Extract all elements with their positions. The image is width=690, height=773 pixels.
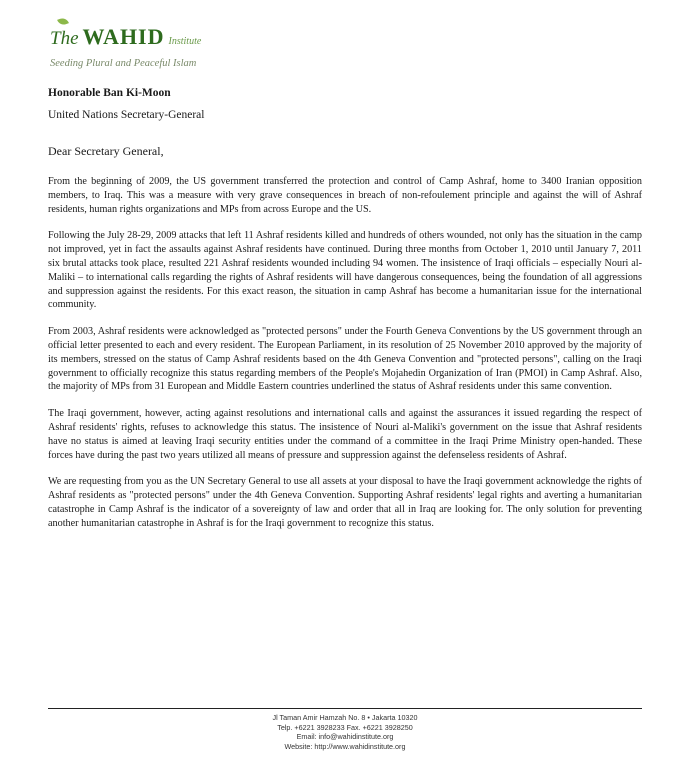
letter-body: [48, 175, 642, 531]
footer-email: Email: info@wahidinstitute.org: [296, 732, 394, 742]
salutation: Dear Secretary General,: [48, 144, 164, 158]
logo-institute: Institute: [168, 36, 202, 47]
institute-logo: [50, 26, 201, 48]
leaf-logo-icon: [57, 17, 69, 27]
footer-divider: [48, 708, 642, 709]
logo-name: WAHID: [82, 24, 165, 49]
letterhead: [48, 18, 642, 74]
letter-footer: [48, 713, 642, 751]
body-paragraph: We are requesting from you as the UN Secretary General to use all assets at your disposal to have the Iraqi government acknowledge the rights of Ashraf residents as "protected persons" under the 4th Geneva Convention. Supporting Ashraf residents' legal rights and averting a humanitarian catastrophe in Camp Ashraf is the indicator of a sovereignty of law and order that all in Iraq are looking for. The only solution for preventing another humanitarian catastrophe in Ashraf is for the Iraqi government to recognize this status.: [48, 476, 642, 529]
body-paragraph: Following the July 28-29, 2009 attacks that left 11 Ashraf residents killed and hundreds of others wounded, not only has the situation in the camp not improved, yet in fact the assaults against Ashraf residents have continued. During three months from October 1, 2010 until January 7, 2011 six brutal attacks took place, resulted 221 Ashraf residents wounded including 94 women. The insistence of Iraqi officials – especially Nouri al-Maliki – to international calls regarding the rights of Ashraf residents will have dangerous consequences, being the foundation of all aggressions and suppression against the residents. For this exact reason, the situation in camp Ashraf has become a humanitarian issue for the international community.: [48, 230, 642, 311]
institute-tagline: Seeding Plural and Peaceful Islam: [50, 58, 197, 69]
addressee-title: United Nations Secretary-General: [48, 109, 205, 121]
footer-address: Jl Taman Amir Hamzah No. 8 • Jakarta 10320: [272, 713, 418, 722]
body-paragraph: From 2003, Ashraf residents were acknowledged as "protected persons" under the Fourth Geneva Conventions by the US government through an official letter presented to each and every resident. The European Parliament, in its resolution of 25 November 2010 approved by the majority of its members, stressed on the status of Camp Ashraf residents based on the 4th Geneva Convention and "protected persons", calling on the Iraqi government to officially recognize this status regarding members of the People's Mojahedin Organization of Iran (PMOI) in Camp Ashraf. Also, the majority of MPs from 31 European and Middle Eastern countries underlined the status of Ashraf residents under this same convention.: [48, 326, 642, 393]
body-paragraph: From the beginning of 2009, the US government transferred the protection and control of Camp Ashraf, home to 3400 Iranian opposition members, to Iraq. This was a measure with very grave consequences in breach of non-refoulement principle and against the will of Ashraf residents, human rights organizations and MPs from across Europe and the US.: [48, 176, 642, 215]
addressee-name: Honorable Ban Ki-Moon: [48, 87, 171, 99]
addressee-block: [48, 82, 642, 126]
body-paragraph: The Iraqi government, however, acting against resolutions and international calls and against the assurances it issued regarding the respect of Ashraf residents' rights, refuses to acknowledge this status. The insistence of Nouri al-Maliki's government on the issue that Ashraf residents have no status is aimed at leaving Iraqi security entities under the command of a committee in the Iraqi Prime Ministry open-handed. These forces have during the past two years utilized all means of pressure and suppression against the defenseless residents of Ashraf.: [48, 408, 642, 461]
footer-website: Website: http://www.wahidinstitute.org: [284, 741, 406, 751]
footer-phone: Telp. +6221 3928233 Fax. +6221 3928250: [277, 722, 413, 732]
logo-the: The: [50, 28, 79, 49]
